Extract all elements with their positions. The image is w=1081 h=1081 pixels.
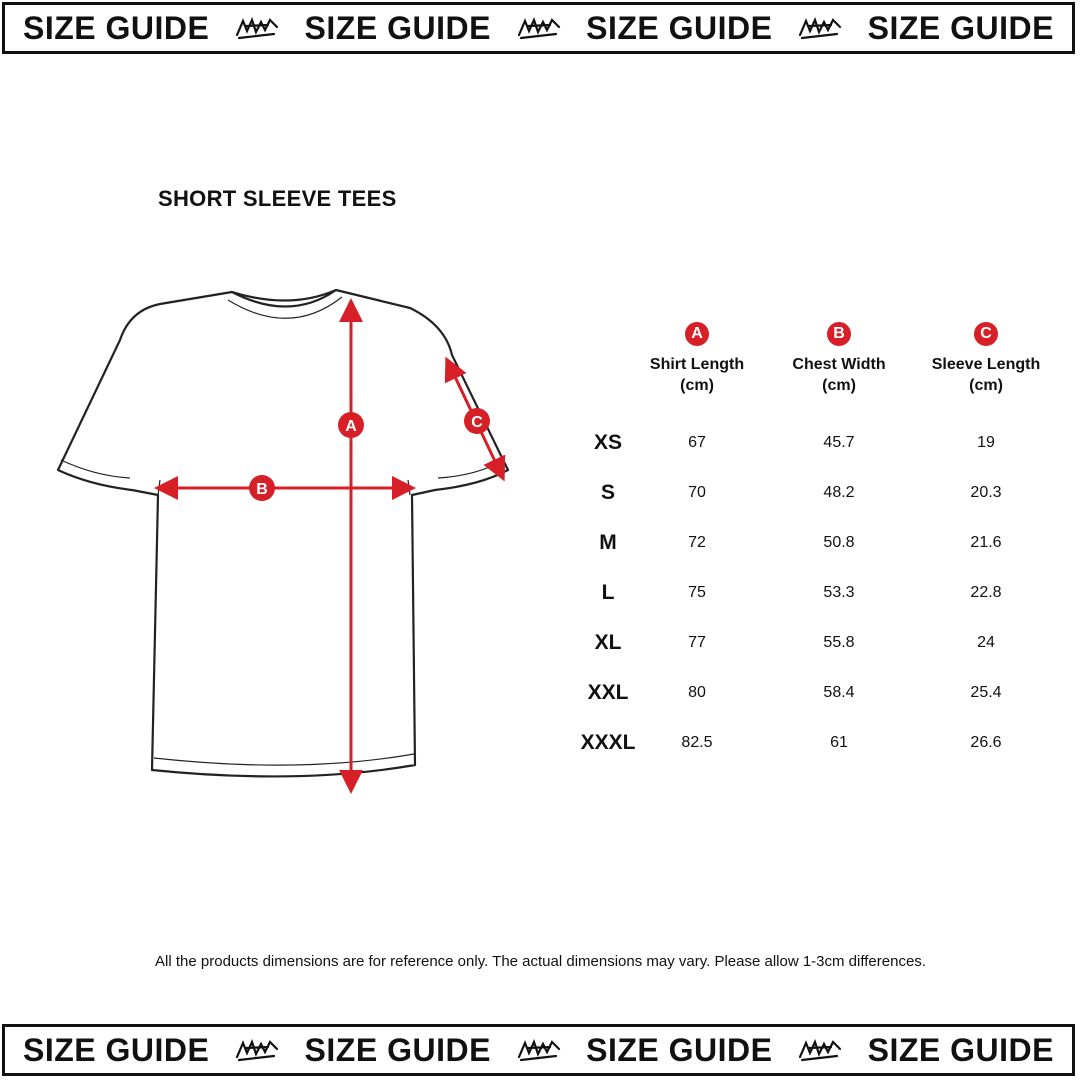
svg-text:C: C <box>471 414 483 431</box>
chest-width-value: 55.8 <box>823 634 855 651</box>
shirt-length-value: 77 <box>688 634 706 651</box>
brand-logo-icon <box>234 15 280 41</box>
banner-word: SIZE GUIDE <box>304 9 491 46</box>
banner-word: SIZE GUIDE <box>586 9 773 46</box>
table-row <box>570 528 1070 558</box>
brand-logo-icon <box>234 1037 280 1063</box>
table-row <box>570 478 1070 508</box>
marker-a-badge: A <box>685 322 709 346</box>
sleeve-length-value: 20.3 <box>970 484 1002 501</box>
shirt-length-value: 67 <box>688 434 706 451</box>
brand-logo-icon <box>797 1037 843 1063</box>
column-label: Chest Width <box>792 356 886 373</box>
brand-logo-icon <box>797 15 843 41</box>
banner-word: SIZE GUIDE <box>586 1031 773 1068</box>
table-row <box>570 728 1070 758</box>
svg-text:A: A <box>345 418 357 435</box>
size-label: XS <box>593 431 622 454</box>
marker-c-badge: C <box>974 322 998 346</box>
sleeve-length-value: 21.6 <box>970 534 1002 551</box>
shirt-length-value: 82.5 <box>681 734 713 751</box>
sleeve-length-value: 19 <box>977 434 995 451</box>
size-label: M <box>599 531 617 554</box>
size-label: S <box>600 481 615 504</box>
chest-width-value: 45.7 <box>823 434 855 451</box>
banner-word: SIZE GUIDE <box>23 9 210 46</box>
chest-width-value: 61 <box>830 734 848 751</box>
banner-word: SIZE GUIDE <box>867 1031 1054 1068</box>
tshirt-outline <box>58 290 508 776</box>
shirt-length-value: 72 <box>688 534 706 551</box>
banner-word: SIZE GUIDE <box>867 9 1054 46</box>
brand-logo-icon <box>516 15 562 41</box>
marker-c-sleeve-length <box>448 362 502 476</box>
size-label: L <box>601 581 615 604</box>
banner-word: SIZE GUIDE <box>304 1031 491 1068</box>
page-title: SHORT SLEEVE TEES <box>158 186 397 211</box>
sleeve-length-value: 25.4 <box>970 684 1002 701</box>
column-header-shirt-length <box>627 322 767 396</box>
sleeve-length-value: 24 <box>977 634 995 651</box>
table-row <box>570 678 1070 708</box>
size-label: XL <box>594 631 622 654</box>
marker-b-chest-width <box>160 475 410 501</box>
disclaimer-note: All the products dimensions are for reference only. The actual dimensions may vary. Please allow 1-3cm differences. <box>155 953 926 970</box>
chest-width-value: 50.8 <box>823 534 855 551</box>
column-header-chest-width <box>769 322 909 396</box>
shirt-length-value: 70 <box>688 484 706 501</box>
shirt-length-value: 80 <box>688 684 706 701</box>
table-row <box>570 628 1070 658</box>
marker-a-shirt-length <box>338 304 364 788</box>
sleeve-length-value: 22.8 <box>970 584 1002 601</box>
column-label: Sleeve Length <box>931 356 1041 373</box>
size-guide-banner-top <box>2 2 1075 54</box>
tshirt-diagram <box>50 280 520 800</box>
size-guide-banner-bottom <box>2 1024 1075 1076</box>
column-unit: (cm) <box>680 377 714 394</box>
sleeve-length-value: 26.6 <box>970 734 1002 751</box>
svg-text:B: B <box>256 481 268 498</box>
shirt-length-value: 75 <box>688 584 706 601</box>
banner-word: SIZE GUIDE <box>23 1031 210 1068</box>
column-header-sleeve-length <box>916 322 1056 396</box>
column-unit: (cm) <box>969 377 1003 394</box>
table-row <box>570 428 1070 458</box>
size-label: XXXL <box>580 731 636 754</box>
chest-width-value: 48.2 <box>823 484 855 501</box>
chest-width-value: 58.4 <box>823 684 855 701</box>
brand-logo-icon <box>516 1037 562 1063</box>
chest-width-value: 53.3 <box>823 584 855 601</box>
column-unit: (cm) <box>822 377 856 394</box>
size-label: XXL <box>587 681 629 704</box>
table-row <box>570 578 1070 608</box>
marker-b-badge: B <box>827 322 851 346</box>
column-label: Shirt Length <box>649 356 745 373</box>
